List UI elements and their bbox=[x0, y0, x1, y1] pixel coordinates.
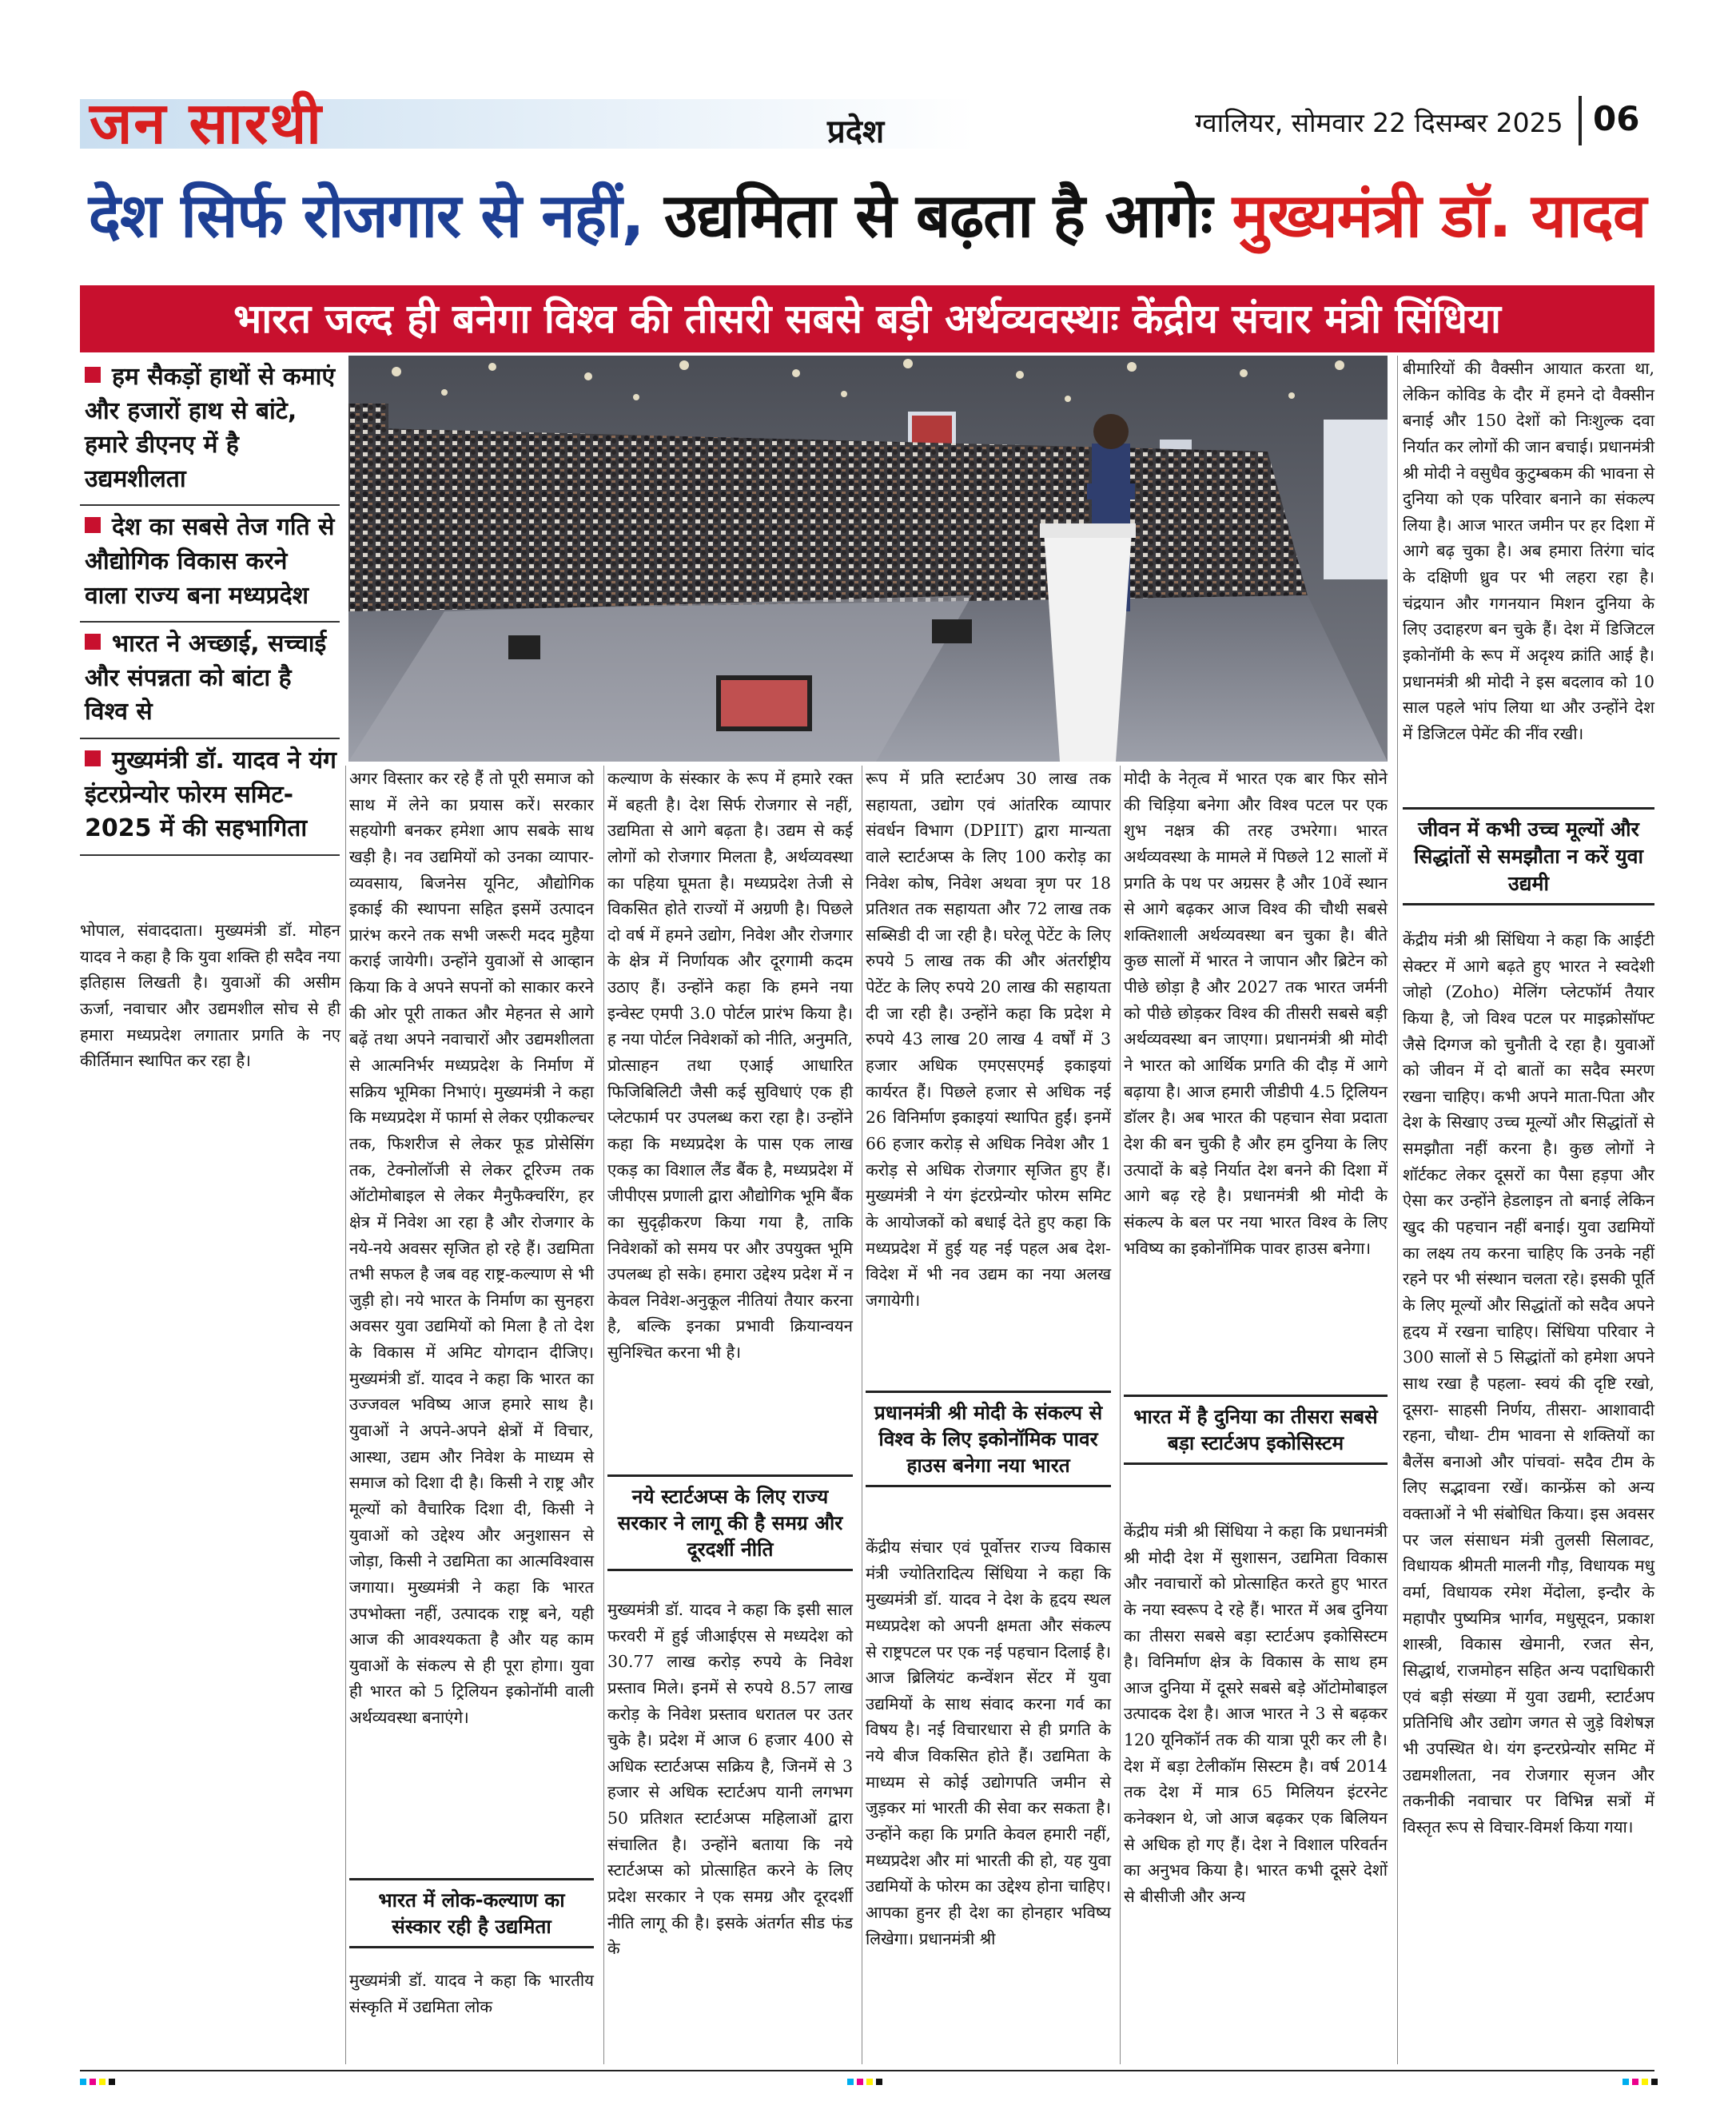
highlight-item bbox=[80, 506, 340, 623]
article-column-4-tail bbox=[866, 1534, 1111, 1960]
article-paragraph: कल्याण के संस्कार के रूप में हमारे रक्त में बहती है। देश सिर्फ रोजगार से नहीं, उद्यमिता से आगे बढ़ता है। उद्यम से कई लोगों को रोजगार मिलता है, अर्थव्यवस्था का पहिया घूमता है। मध्यप्रदेश तेजी से विकसित होते राज्यों में अग्रणी है। पिछले दो वर्ष में हमने उद्योग, निवेश और रोजगार के क्षेत्र में निर्णायक और दूरगामी कदम उठाए हैं। उन्होंने कहा कि हमने नया इन्वेस्ट एमपी 3.0 पोर्टल प्रारंभ किया है। ह नया पोर्टल निवेशकों को नीति, अनुमति, प्रोत्साहन तथा एआई आधारित फिजिबिलिटी जैसी कई सुविधाएं एक ही प्लेटफार्म पर उपलब्ध करा रहा है। उन्होंने कहा कि मध्यप्रदेश के पास एक लाख एकड़ का विशाल लैंड बैंक है, मध्यप्रदेश में जीपीएस प्रणाली द्वारा औद्योगिक भूमि बैंक का सुदृढ़ीकरण किया गया है, ताकि निवेशकों को समय पर और उपयुक्त भूमि उपलब्ध हो सके। हमारा उद्देश्य प्रदेश में न केवल निवेश-अनुकूल नीतियां तैयार करना है, बल्कि इनका प्रभावी क्रियान्वयन सुनिश्चित करना भी है। bbox=[607, 769, 853, 1363]
color-registration-marks bbox=[80, 2079, 115, 2085]
highlight-text: मुख्यमंत्री डॉ. यादव ने यंग इंटरप्रेन्योर फोरम समिट- 2025 में की सहभागिता bbox=[85, 746, 336, 843]
subhead-economic-powerhouse: प्रधानमंत्री श्री मोदी के संकल्प से विश्व के लिए इकोनॉमिक पावर हाउस बनेगा नया भारत bbox=[866, 1391, 1111, 1487]
page-number-divider bbox=[1579, 96, 1582, 145]
article-paragraph: बीमारियों की वैक्सीन आयात करता था, लेकिन कोविड के दौर में हमने दो वैक्सीन बनाई और 150 देशों को निःशुल्क दवा निर्यात कर लोगों की जान बचाई। प्रधानमंत्री श्री मोदी ने वसुधैव कुटुम्बकम की भावना से दुनिया को एक परिवार बनाने का संकल्प लिया है। आज भारत जमीन पर हर दिशा में आगे बढ़ चुका है। अब हमारा तिरंगा चांद के दक्षिणी ध्रुव पर भी लहरा रहा है। चंद्रयान और गगनयान मिशन दुनिया के लिए उदाहरण बन चुके हैं। देश में डिजिटल इकोनॉमी के रूप में अदृश्य क्रांति आई है। प्रधानमंत्री श्री मोदी ने इस बदलाव को 10 साल पहले भांप लिया था और उन्होंने देश में डिजिटल पेमेंट की नींव रखी। bbox=[1403, 359, 1654, 743]
article-column-5-tail bbox=[1124, 1518, 1388, 1918]
article-column-6 bbox=[1403, 356, 1654, 755]
headline-part-1: देश सिर्फ रोजगार से नहीं, bbox=[88, 180, 644, 251]
article-paragraph: केंद्रीय मंत्री श्री सिंधिया ने कहा कि आईटी सेक्टर में आगे बढ़ते हुए भारत ने स्वदेशी जोहो (Zoho) मेलिंग प्लेटफॉर्म तैयार किया है, जो विश्व पटल पर माइक्रोसॉफ्ट जैसे दिग्गज को चुनौती दे रहा है। युवाओं को जीवन में दो बातों का सदैव स्मरण रखना चाहिए। कभी अपने माता-पिता और देश के सिखाए उच्च मूल्यों और सिद्धांतों से समझौता नहीं करना है। कुछ लोगों ने शॉर्टकट लेकर दूसरों का पैसा हड़पा और ऐसा कर उन्होंने हेडलाइन तो बनाई लेकिन खुद की पहचान नहीं बनाई। युवा उद्यमियों का लक्ष्य तय करना चाहिए कि उनके नहीं रहने पर भी संस्थान चलता रहे। इसकी पूर्ति के लिए मूल्यों और सिद्धांतों को सदैव अपने हृदय में रखना चाहिए। सिंधिया परिवार ने 300 सालों से 5 सिद्धांतों को हमेशा अपने साथ रखा है पहला- स्वयं की दृष्टि रखो, दूसरा- साहसी निर्णय, तीसरा- आशावादी रहना, चौथा- टीम भावना से शक्तियों का बैलेंस बनाओ और पांचवां- सदैव टीम के लिए सद्भावना रखें। कान्फ्रेंस को अन्य वक्ताओं ने भी संबोधित किया। इस अवसर पर जल संसाधन मंत्री तुलसी सिलावट, विधायक श्रीमती मालनी गौड़, विधायक मधु वर्मा, विधायक रमेश मेंदोला, इन्दौर के महापौर पुष्यमित्र भार्गव, मधुसूदन, प्रकाश शास्त्री, विकास खेमानी, रजत सेन, सिद्धार्थ, राजमोहन सहित अन्य पदाधिकारी एवं बड़ी संख्या में युवा उद्यमी, स्टार्टअप प्रतिनिधि और उद्योग जगत से जुड़े विशेषज्ञ भी उपस्थित थे। यंग इन्टरप्रेन्योर समिट में उद्यमशीलता, नव रोजगार सृजन और तकनीकी नवाचार पर विभिन्न सत्रों में विस्तृत रूप से विचार-विमर्श किया गया। bbox=[1403, 930, 1654, 1836]
article-column-3-tail bbox=[607, 1597, 853, 1970]
article-paragraph: मुख्यमंत्री डॉ. यादव ने कहा कि इसी साल फरवरी में हुई जीआईएस से मध्यदेश को 30.77 लाख करोड़ रुपये के निवेश प्रस्ताव मिले। इनमें से रुपये 8.57 लाख करोड़ के निवेश प्रस्ताव धरातल पर उतर चुके है। प्रदेश में आज 6 हजार 400 से अधिक स्टार्टअप्स सक्रिय है, जिनमें से 3 हजार से अधिक स्टार्टअप यानी लगभग 50 प्रतिशत स्टार्टअप्स महिलाओं द्वारा संचालित है। उन्होंने बताया कि नये स्टार्टअप्स को प्रोत्साहित करने के लिए प्रदेश सरकार ने एक समग्र और दूरदर्शी नीति लागू की है। इसके अंतर्गत सीड फंड के bbox=[607, 1600, 853, 1959]
article-paragraph: मोदी के नेतृत्व में भारत एक बार फिर सोने की चिड़िया बनेगा और विश्व पटल पर एक शुभ नक्षत्र की तरह उभरेगा। भारत अर्थव्यवस्था के मामले में पिछले 12 सालों में प्रगति के पथ पर अग्रसर है और 10वें स्थान से आगे बढ़कर आज विश्व की चौथी सबसे शक्तिशाली अर्थव्यवस्था बन चुका है। बीते कुछ सालों में भारत ने जापान और ब्रिटेन को पीछे छोड़ा है और 2027 तक भारत जर्मनी को पीछे छोड़कर विश्व की तीसरी सबसे बड़ी अर्थव्यवस्था बन जाएगा। प्रधानमंत्री श्री मोदी ने भारत को आर्थिक प्रगति की दौड़ में आगे बढ़ाया है। आज हमारी जीडीपी 4.5 ट्रिलियन डॉलर है। अब भारत की पहचान सेवा प्रदाता देश की बन चुकी है और हम दुनिया के लिए उत्पादों के बड़े निर्यात देश बनने की दिशा में आगे बढ़ रहे है। प्रधानमंत्री श्री मोदी के संकल्प के बल पर नया भारत विश्व के लिए भविष्य का इकोनॉमिक पावर हाउस बनेगा। bbox=[1124, 769, 1388, 1258]
convention-hall-photo bbox=[348, 356, 1388, 762]
article-column-1 bbox=[80, 917, 340, 1082]
article-paragraph: मुख्यमंत्री डॉ. यादव ने कहा कि भारतीय संस्कृति में उद्यमिता लोक bbox=[349, 1971, 594, 2016]
headline-part-2: उद्यमिता से बढ़ता है आगेः bbox=[643, 180, 1212, 251]
main-headline bbox=[80, 182, 1654, 249]
color-registration-marks bbox=[1623, 2079, 1658, 2085]
square-bullet-icon bbox=[85, 634, 101, 650]
page-number: 06 bbox=[1593, 99, 1640, 138]
headline-part-3: मुख्यमंत्री डॉ. यादव bbox=[1212, 180, 1646, 251]
column-rule bbox=[1120, 766, 1121, 2064]
article-column-2-tail bbox=[349, 1968, 594, 2027]
article-column-2 bbox=[349, 766, 594, 1739]
highlight-text: भारत ने अच्छाई, सच्चाई और संपन्नता को बांटा है विश्व से bbox=[85, 630, 327, 726]
highlight-text: देश का सबसे तेज गति से औद्योगिक विकास करने वाला राज्य बना मध्यप्रदेश bbox=[85, 513, 335, 610]
article-column-3 bbox=[607, 766, 853, 1374]
subhead-lok-kalyan: भारत में लोक-कल्याण का संस्कार रही है उद्यमिता bbox=[349, 1878, 594, 1948]
highlight-item bbox=[80, 739, 340, 856]
column-rule bbox=[345, 766, 346, 2064]
article-column-6-tail bbox=[1403, 927, 1654, 1848]
subhead-values: जीवन में कभी उच्च मूल्यों और सिद्धांतों से समझौता न करें युवा उद्यमी bbox=[1403, 807, 1654, 905]
section-name: प्रदेश bbox=[827, 113, 885, 150]
article-column-4 bbox=[866, 766, 1111, 1321]
column-rule bbox=[603, 766, 604, 2064]
article-paragraph: अगर विस्तार कर रहे हैं तो पूरी समाज को साथ में लेने का प्रयास करें। सरकार सहयोगी बनकर हमेशा आप सबके साथ खड़ी है। नव उद्यमियों को उनका व्यापार-व्यवसाय, बिजनेस यूनिट, औद्योगिक इकाई की स्थापना सहित इसमें उत्पादन प्रारंभ करने तक सभी जरूरी मदद मुहैया कराई जायेगी। उन्होंने युवाओं से आव्हान किया कि वे अपने सपनों को साकार करने की ओर पूरी ताकत और मेहनत से आगे बढ़ें तथा अपने नवाचारों और उद्यमशीलता से आत्मनिर्भर मध्यप्रदेश के निर्माण में सक्रिय भूमिका निभाएं। मुख्यमंत्री ने कहा कि मध्यप्रदेश में फार्मा से लेकर एग्रीकल्चर तक, फिशरीज से लेकर फूड प्रोसेसिंग तक, टेक्नोलॉजी से लेकर टूरिज्म तक ऑटोमोबाइल से लेकर मैनुफैक्चरिंग, हर क्षेत्र में निवेश आ रहा है और रोजगार के नये-नये अवसर सृजित हो रहे हैं। उद्यमिता तभी सफल है जब वह राष्ट्र-कल्याण से भी जुड़ी हो। नये भारत के निर्माण का सुनहरा अवसर युवा उद्यमियों को मिला है तो देश के विकास में अमिट योगदान दीजिए। मुख्यमंत्री डॉ. यादव ने कहा कि भारत का उज्जवल भविष्य आज हमारे साथ है। युवाओं ने अपने-अपने क्षेत्रों में विचार, आस्था, उद्यम और निवेश के माध्यम से समाज को दिशा दी है। किसी ने राष्ट्र और मूल्यों को वैचारिक दिशा दी, किसी ने युवाओं को उद्देश्य और अनुशासन से जोड़ा, किसी ने उद्यमिता का आत्मविश्वास जगाया। मुख्यमंत्री ने कहा कि भारत उपभोक्ता नहीं, उत्पादक राष्ट्र बने, यही आज की आवश्यकता है और यह काम युवाओं के संकल्प से ही पूरा होगा। युवा ही भारत को 5 ट्रिलियन इकोनॉमी वाली अर्थव्यवस्था बनाएंगे। bbox=[349, 769, 594, 1728]
masthead bbox=[80, 88, 1654, 160]
article-paragraph: रूप में प्रति स्टार्टअप 30 लाख तक सहायता, उद्योग एवं आंतरिक व्यापार संवर्धन विभाग (DPIIT) द्वारा मान्यता वाले स्टार्टअप्स के लिए 100 करोड़ का निवेश कोष, निवेश अथवा त्रृण पर 18 प्रतिशत तक सहायता और 72 लाख तक सब्सिडी दी जा रही है। घरेलू पेटेंट के लिए रुपये 5 लाख तक की और अंतर्राष्ट्रीय पेटेंट के लिए रुपये 20 लाख की सहायता दी जा रही है। उन्होंने कहा कि प्रदेश मे रुपये 43 लाख 20 लाख 4 वर्षों में 3 हजार अधिक एमएसएमई इकाइयां कार्यरत हैं। पिछले हजार से अधिक नई 26 विनिर्माण इकाइयां स्थापित हुईं। इनमें 66 हजार करोड़ से अधिक निवेश और 1 करोड़ से अधिक रोजगार सृजित हुए हैं। मुख्यमंत्री ने यंग इंटरप्रेन्योर फोरम समिट के आयोजकों को बधाई देते हुए कहा कि मध्यप्रदेश में हुई यह नई पहल अब देश-विदेश में भी नव उद्यम का नया अलख जगायेगी। bbox=[866, 769, 1111, 1310]
newspaper-logo: जन सारथी bbox=[90, 89, 323, 157]
highlight-item bbox=[80, 623, 340, 739]
highlights-box bbox=[80, 356, 340, 907]
square-bullet-icon bbox=[85, 750, 101, 766]
highlight-text: हम सैकड़ों हाथों से कमाएं और हजारों हाथ से बांटे, हमारे डीएनए में है उद्यमशीलता bbox=[85, 363, 336, 493]
square-bullet-icon bbox=[85, 517, 101, 533]
article-paragraph: भोपाल, संवाददाता। मुख्यमंत्री डॉ. मोहन यादव ने कहा है कि युवा शक्ति ही सदैव नया इतिहास लिखती है। युवाओं की असीम ऊर्जा, नवाचार और उद्यमशील सोच से ही हमारा मध्यप्रदेश लगातार प्रगति के नए कीर्तिमान स्थापित कर रहा है। bbox=[80, 921, 340, 1071]
event-photo bbox=[348, 356, 1388, 762]
color-registration-marks bbox=[847, 2079, 882, 2085]
footer-rule bbox=[80, 2070, 1654, 2071]
square-bullet-icon bbox=[85, 367, 101, 383]
subhead-startup-ecosystem: भारत में है दुनिया का तीसरा सबसे बड़ा स्टार्टअप इकोसिस्टम bbox=[1124, 1395, 1388, 1465]
article-paragraph: केंद्रीय मंत्री श्री सिंधिया ने कहा कि प्रधानमंत्री श्री मोदी देश में सुशासन, उद्यमिता विकास और नवाचारों को प्रोत्साहित करते हुए भारत के नया स्वरूप दे रहे हैं। भारत में अब दुनिया का तीसरा सबसे बड़ा स्टार्टअप इकोसिस्टम है। विनिर्माण क्षेत्र के विकास के साथ हम आज दुनिया में दूसरे सबसे बड़े ऑटोमोबाइल उत्पादक देश है। आज भारत ने 3 से बढ़कर 120 यूनिकॉर्न तक की यात्रा पूरी कर ली है। देश में बड़ा टेलीकॉम सिस्टम है। वर्ष 2014 तक देश में मात्र 65 मिलियन इंटरनेट कनेक्शन थे, जो आज बढ़कर एक बिलियन से अधिक हो गए हैं। देश ने विशाल परिवर्तन का अनुभव किया है। भारत कभी दूसरे देशों से बीसीजी और अन्य bbox=[1124, 1522, 1388, 1906]
highlight-item bbox=[80, 356, 340, 506]
article-column-5 bbox=[1124, 766, 1388, 1269]
article-paragraph: केंद्रीय संचार एवं पूर्वोत्तर राज्य विकास मंत्री ज्योतिरादित्य सिंधिया ने कहा कि मुख्यमंत्री डॉ. यादव ने देश के हृदय स्थल मध्यप्रदेश को अपनी क्षमता और संकल्प से राष्ट्रपटल पर एक नई पहचान दिलाई है। आज ब्रिलियंट कन्वेंशन सेंटर में युवा उद्यमियों के साथ संवाद करना गर्व का विषय है। नई विचारधारा से ही प्रगति के नये बीज विकसित होते हैं। उद्यमिता के माध्यम से कोई उद्योगपति जमीन से जुड़कर मां भारती की सेवा कर सकता है। उन्होंने कहा कि प्रगति केवल हमारी नहीं, मध्यप्रदेश और मां भारती की हो, यह युवा उद्यमियों के फोरम का उद्देश्य होना चाहिए। आपका हुनर ही देश का होनहार भविष्य लिखेगा। प्रधानमंत्री श्री bbox=[866, 1538, 1111, 1948]
column-rule bbox=[1397, 356, 1398, 2064]
sub-headline-bar: भारत जल्द ही बनेगा विश्व की तीसरी सबसे बड़ी अर्थव्यवस्थाः केंद्रीय संचार मंत्री सिंधिया bbox=[80, 285, 1654, 352]
dateline: ग्वालियर, सोमवार 22 दिसम्बर 2025 bbox=[1195, 107, 1563, 138]
subhead-startup-policy: नये स्टार्टअप्स के लिए राज्य सरकार ने लागू की है समग्र और दूरदर्शी नीति bbox=[607, 1474, 853, 1571]
